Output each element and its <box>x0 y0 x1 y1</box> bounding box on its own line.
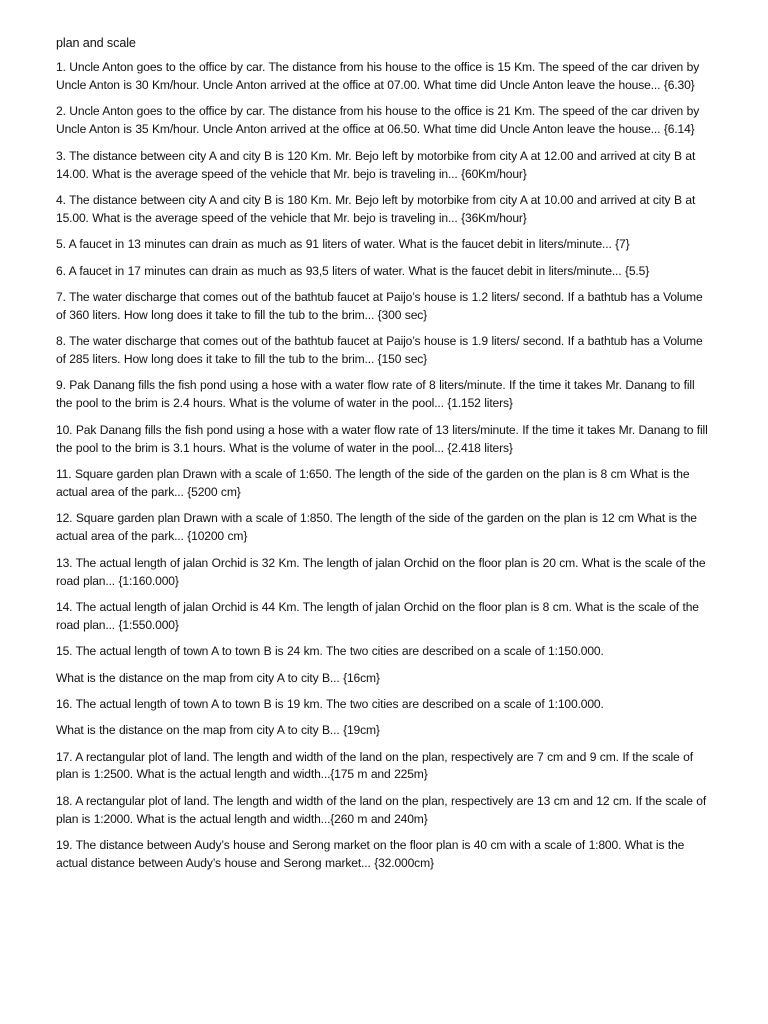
question-6: 6. A faucet in 17 minutes can drain as much as 93,5 liters of water. What is the faucet debit in liters/minute... {5.5} <box>56 263 650 278</box>
question-10: 10. Pak Danang fills the fish pond using a hose with a water flow rate of 13 liters/minute. If the time it takes Mr. Danang to fill the pool to the brim is 3.1 hours. What is the volume of water in the pool... {2.418 liters} <box>56 422 708 455</box>
question-13: 13. The actual length of jalan Orchid is 32 Km. The length of jalan Orchid on the floor plan is 20 cm. What is the scale of the road plan... {1:160.000} <box>56 555 706 588</box>
question-14: 14. The actual length of jalan Orchid is 44 Km. The length of jalan Orchid on the floor plan is 8 cm. What is the scale of the road plan... {1:550.000} <box>56 600 699 632</box>
question-16: 16. The actual length of town A to town B is 19 km. The two cities are described on a scale of 1:100.000. <box>56 696 604 711</box>
question-4: 4. The distance between city A and city B is 180 Km. Mr. Bejo left by motorbike from city A at 10.00 and arrived at city B at 15.00. What is the average speed of the vehicle that Mr. bejo is traveling in... {36Km/hour} <box>56 192 696 225</box>
question-1: 1. Uncle Anton goes to the office by car. The distance from his house to the office is 15 Km. The speed of the car driven by Uncle Anton is 30 Km/hour. Uncle Anton arrived at the office at 07.00. What time did Uncle Anton leave the house... {6.30} <box>56 60 700 92</box>
question-11: 11. Square garden plan Drawn with a scale of 1:650. The length of the side of the garden on the plan is 8 cm What is the actual area of the park... {5200 cm} <box>56 467 690 499</box>
question-5: 5. A faucet in 13 minutes can drain as much as 91 liters of water. What is the faucet debit in liters/minute... {7} <box>56 237 630 252</box>
question-19: 19. The distance between Audy’s house and Serong market on the floor plan is 40 cm with a scale of 1:800. What is the actual distance between Audy’s house and Serong market... {32.000cm} <box>56 838 685 871</box>
question-7: 7. The water discharge that comes out of the bathtub faucet at Paijo’s house is 1.2 liters/ second. If a bathtub has a Volume of 360 liters. How long does it take to fill the tub to the brim... {300 sec} <box>56 289 703 322</box>
question-15: 15. The actual length of town A to town B is 24 km. The two cities are described on a scale of 1:150.000. <box>56 644 604 659</box>
question-3: 3. The distance between city A and city B is 120 Km. Mr. Bejo left by motorbike from city A at 12.00 and arrived at city B at 14.00. What is the average speed of the vehicle that Mr. bejo is traveling in... {60Km/hour} <box>56 148 696 181</box>
question-17: 17. A rectangular plot of land. The length and width of the land on the plan, respectively are 7 cm and 9 cm. If the scale of plan is 1:2500. What is the actual length and width...{175 m and 225m} <box>56 749 693 782</box>
question-8: 8. The water discharge that comes out of the bathtub faucet at Paijo’s house is 1.9 liters/ second. If a bathtub has a Volume of 285 liters. How long does it take to fill the tub to the brim... {150 sec} <box>56 334 703 367</box>
question-2: 2. Uncle Anton goes to the office by car. The distance from his house to the office is 21 Km. The speed of the car driven by Uncle Anton is 35 Km/hour. Uncle Anton arrived at the office at 06.50. What time did Uncle Anton leave the house... {6.14} <box>56 104 700 137</box>
question-9: 9. Pak Danang fills the fish pond using a hose with a water flow rate of 8 liters/minute. If the time it takes Mr. Danang to fill the pool to the brim is 2.4 hours. What is the volume of water in the pool... {1.152 liters} <box>56 378 695 411</box>
question-16-continued: What is the distance on the map from city A to city B... {19cm} <box>56 723 380 738</box>
question-12: 12. Square garden plan Drawn with a scale of 1:850. The length of the side of the garden on the plan is 12 cm What is the actual area of the park... {10200 cm} <box>56 511 697 544</box>
question-18: 18. A rectangular plot of land. The length and width of the land on the plan, respectively are 13 cm and 12 cm. If the scale of plan is 1:2000. What is the actual length and width...{260 m and 240m} <box>56 793 707 826</box>
question-15-continued: What is the distance on the map from city A to city B... {16cm} <box>56 670 380 685</box>
document-title: plan and scale <box>56 36 136 50</box>
